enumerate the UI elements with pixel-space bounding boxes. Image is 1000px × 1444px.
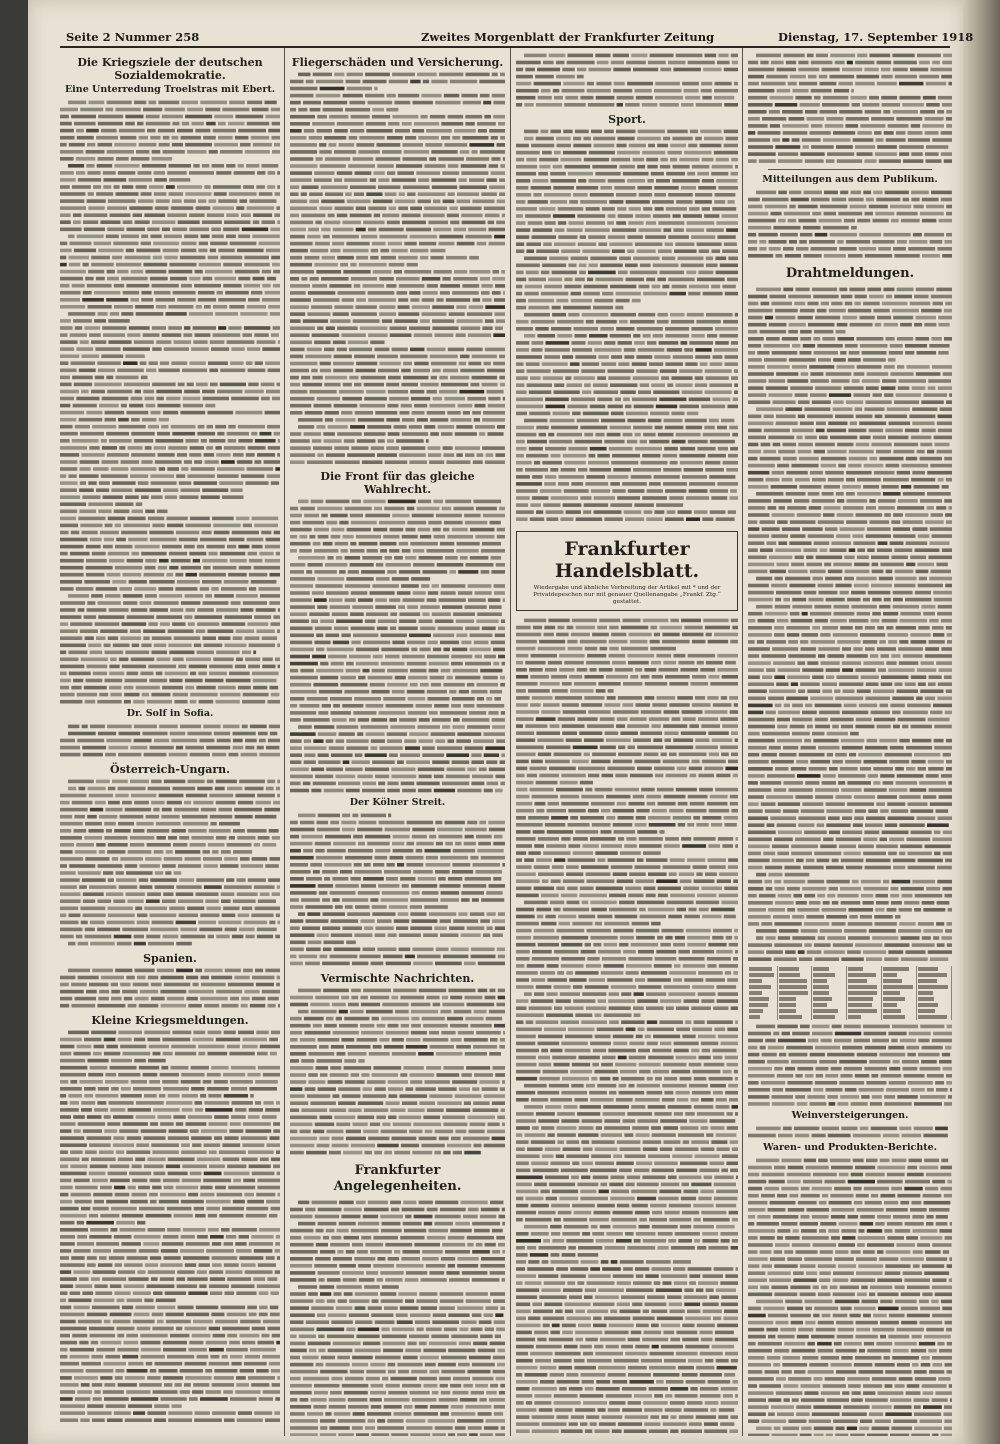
header-center: Zweites Morgenblatt der Frankfurter Zeitung <box>421 30 715 44</box>
article-headline: Dr. Solf in Sofia. <box>126 708 214 719</box>
column-3 <box>516 52 738 1436</box>
article-body <box>60 967 280 1010</box>
article-subheadline: Eine Unterredung Troelstras mit Ebert. <box>64 84 276 95</box>
article-body <box>516 52 738 109</box>
table-cell <box>777 1014 812 1020</box>
masthead-subtitle: Wiedergabe und ähnliche Verbreitung der Artikel mit * und der Privatdepeschen nur mit genauer Quellenangabe „Frankf. Ztg.“ gestattet. <box>533 585 721 605</box>
article-headline: Die Kriegsziele der deutschen Sozialdemokratie. <box>77 56 263 82</box>
article-headline: Der Kölner Streit. <box>349 797 446 808</box>
article-body <box>748 1125 952 1140</box>
article-body <box>290 498 505 795</box>
article-body <box>748 52 952 165</box>
exchange-table <box>748 966 952 1020</box>
page-edge <box>963 0 1000 1444</box>
article-body <box>516 128 738 523</box>
article-body <box>60 1029 280 1424</box>
section-headline: Drahtmeldungen. <box>785 266 915 281</box>
article-body <box>748 189 952 260</box>
table-cell <box>882 1014 917 1020</box>
masthead-box <box>516 531 738 611</box>
column-rule <box>284 48 285 1436</box>
section-headline: Österreich-Ungarn. <box>110 763 230 776</box>
section-headline: Kleine Kriegsmeldungen. <box>91 1014 249 1027</box>
article-body <box>290 71 505 466</box>
section-headline: Frankfurter Angelegenheiten. <box>333 1163 462 1194</box>
table-cell <box>917 1014 952 1020</box>
table-cell <box>748 1014 777 1020</box>
header-right: Dienstag, 17. September 1918 <box>778 30 974 44</box>
header-left: Seite 2 Nummer 258 <box>66 30 200 44</box>
section-headline: Waren- und Produkten-Berichte. <box>763 1142 937 1153</box>
article-body <box>60 723 280 759</box>
column-1 <box>60 52 280 1436</box>
article-body <box>516 617 738 1436</box>
column-rule <box>510 48 511 1436</box>
article-headline: Die Front für das gleiche Wahlrecht. <box>320 470 475 496</box>
column-4 <box>748 52 952 1436</box>
table-cell <box>847 1014 882 1020</box>
article-body <box>60 778 280 948</box>
section-headline: Vermischte Nachrichten. <box>320 972 475 985</box>
column-2 <box>290 52 505 1436</box>
header-rule <box>60 46 950 48</box>
article-body <box>60 99 280 706</box>
masthead-title: Frankfurter Handelsblatt. <box>554 538 700 582</box>
article-body <box>748 286 952 963</box>
article-body <box>290 812 505 968</box>
article-headline: Fliegerschäden und Versicherung. <box>291 56 504 69</box>
section-headline: Sport. <box>608 113 646 126</box>
section-headline: Weinversteigerungen. <box>791 1110 909 1121</box>
section-headline: Mitteilungen aus dem Publikum. <box>762 174 938 185</box>
page-header <box>66 30 974 44</box>
section-headline: Spanien. <box>143 952 197 965</box>
column-rule <box>742 48 743 1436</box>
article-body <box>290 1199 505 1436</box>
article-body <box>290 987 505 1157</box>
article-body <box>748 1023 952 1108</box>
table-cell <box>812 1014 847 1020</box>
article-body <box>748 1157 952 1436</box>
divider <box>768 169 932 170</box>
